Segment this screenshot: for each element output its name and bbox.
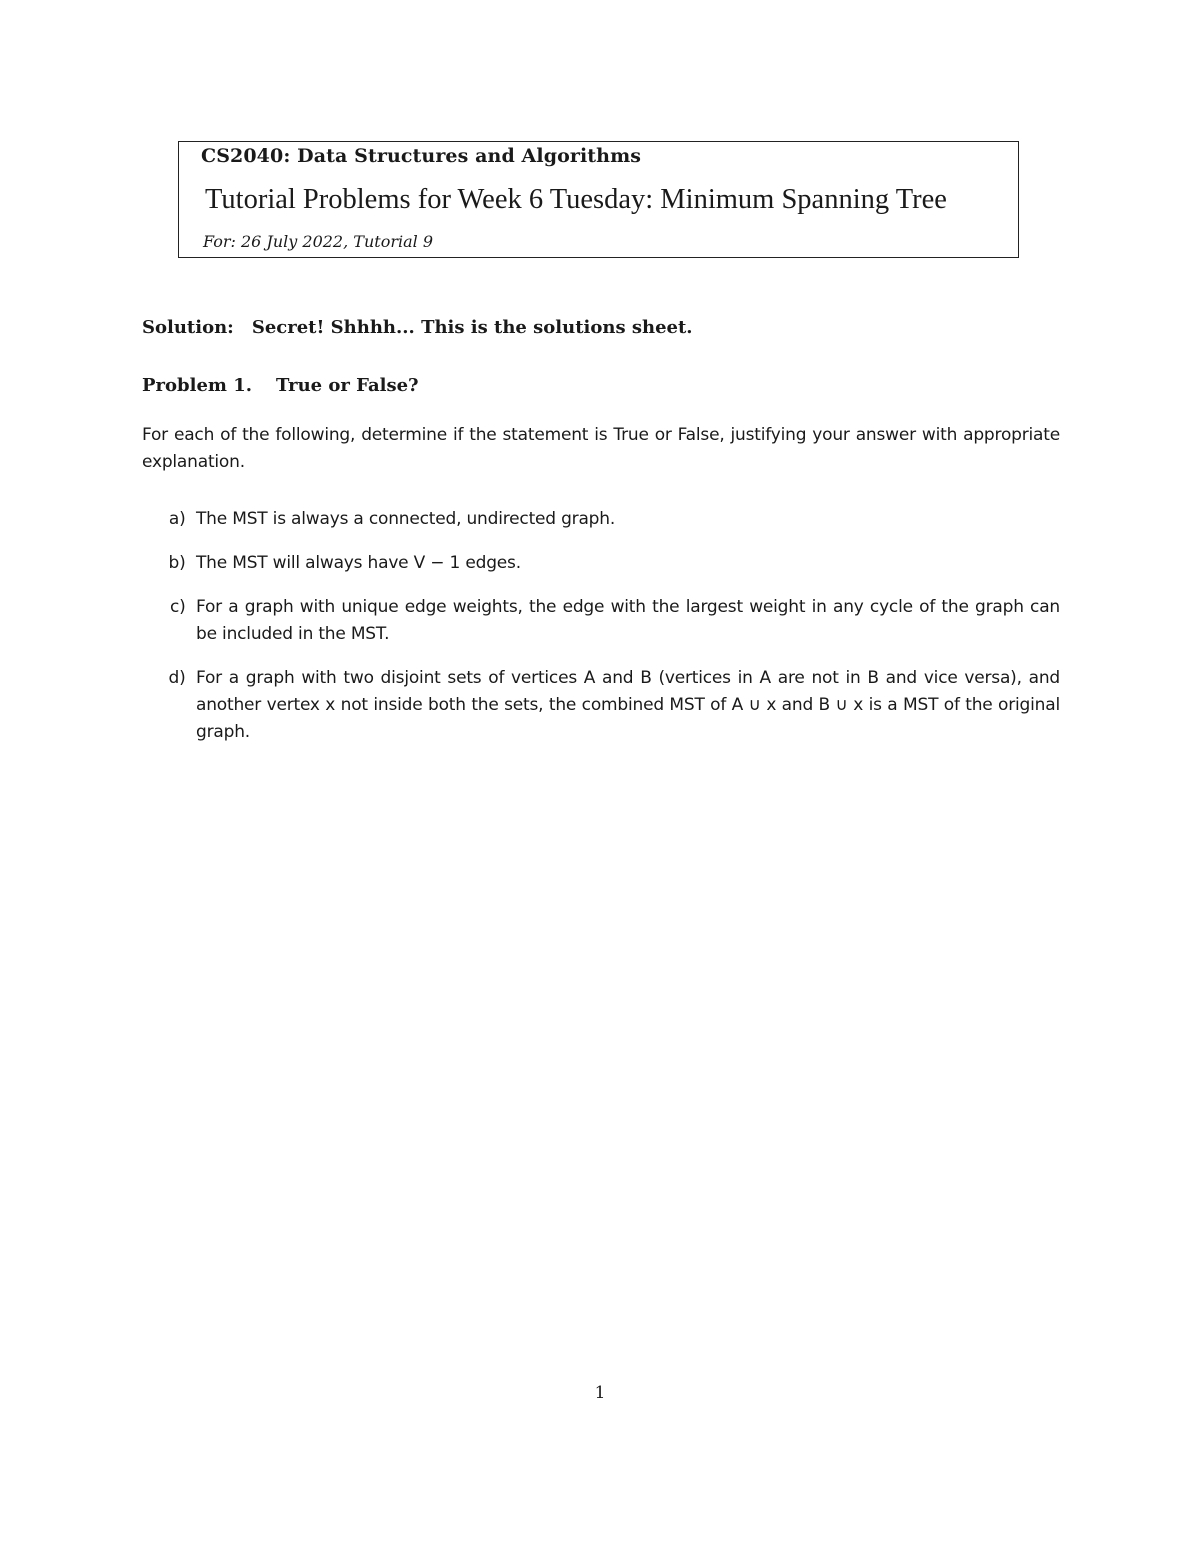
item-label: c) xyxy=(169,597,186,617)
item-text: The MST will always have V − 1 edges. xyxy=(196,553,521,573)
solution-label: Solution: xyxy=(142,317,234,338)
item-text: For a graph with unique edge weights, the edge with the largest weight in any cycle of the graph can be included in the MST. xyxy=(196,597,1060,644)
item-text: The MST is always a connected, undirected graph. xyxy=(196,509,616,529)
problem-heading xyxy=(142,375,419,396)
course-name: CS2040: Data Structures and Algorithms xyxy=(201,145,642,167)
item-text: For a graph with two disjoint sets of vertices A and B (vertices in A are not in B and vice versa), and another vertex x not inside both the sets, the combined MST of A ∪ x and B ∪ x is a MST of the original graph. xyxy=(196,668,1060,742)
list-item xyxy=(142,594,1060,648)
list-item xyxy=(142,550,1060,577)
problem-label: Problem 1. xyxy=(142,375,253,396)
item-label: b) xyxy=(168,553,186,573)
page-number: 1 xyxy=(594,1383,606,1403)
problem-title: True or False? xyxy=(276,375,419,396)
problem-intro: For each of the following, determine if the statement is True or False, justifying your answer with appropriate explanation. xyxy=(142,425,1060,472)
page-title: Tutorial Problems for Week 6 Tuesday: Minimum Spanning Tree xyxy=(205,184,947,215)
item-label: a) xyxy=(168,509,186,529)
date-line: For: 26 July 2022, Tutorial 9 xyxy=(203,232,434,251)
list-item xyxy=(142,506,1060,533)
solution-text: Secret! Shhhh... This is the solutions sheet. xyxy=(251,317,693,338)
header-box xyxy=(178,141,1019,258)
solution-line xyxy=(142,317,693,338)
item-label: d) xyxy=(168,668,186,688)
list-item xyxy=(142,665,1060,746)
item-list xyxy=(142,506,1060,763)
